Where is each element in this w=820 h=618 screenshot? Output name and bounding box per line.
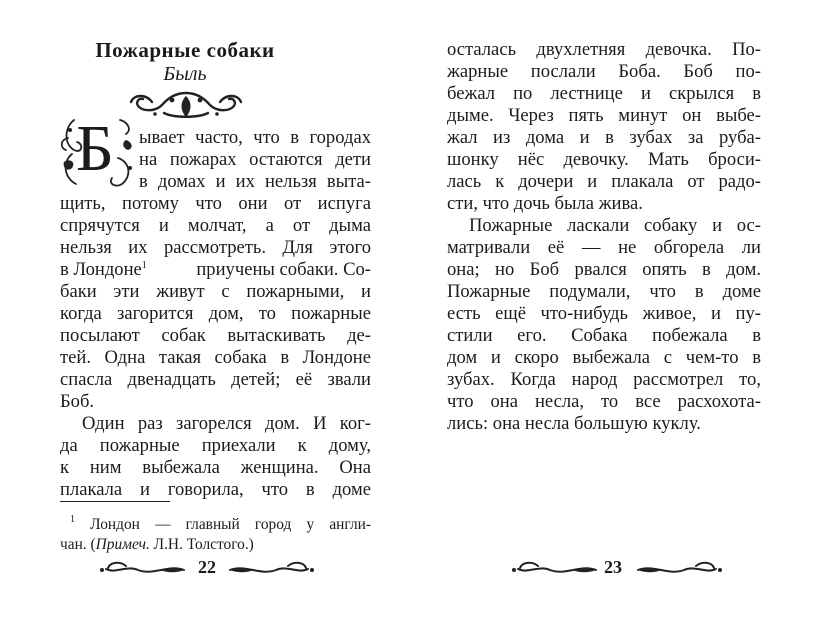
text-line: в домах и их нельзя выта- — [139, 171, 371, 192]
footnote-line: чан. (Примеч. Л.Н. Толстого.) — [60, 536, 254, 553]
text-line: осталась двухлетняя девочка. По- — [447, 39, 761, 60]
footnote-line — [70, 515, 371, 535]
footnote-text: Лондон — главный город у англи- — [90, 516, 371, 533]
story-subtitle: Быль — [163, 63, 207, 85]
page-number-ornament-left-icon — [510, 560, 598, 580]
text-line-rest: приучены собаки. Со- — [196, 259, 371, 280]
text-line-with-footnote — [60, 259, 371, 281]
text-line: она; но Боб рвался опять в дом. — [447, 259, 761, 280]
text-line: что она несла, то все расхохота- — [447, 391, 761, 412]
title-ornament — [128, 90, 244, 120]
footnote-reference: 1 — [141, 260, 147, 271]
text-line: жал из дома и в зубах за руба- — [447, 127, 761, 148]
text-line: плакала и говорила, что в доме — [60, 479, 371, 500]
page-number-ornament-right-icon — [636, 560, 724, 580]
text-line: матривали её — не обгорела ли — [447, 237, 761, 258]
text-line: есть ещё что-нибудь живое, и пу- — [447, 303, 761, 324]
text-line: дыме. Через пять минут он выбе- — [447, 105, 761, 126]
text-line: к ним выбежала женщина. Она — [60, 457, 371, 478]
text-line: да пожарные приехали к дому, — [60, 435, 371, 456]
footnote-note-label: Примеч. — [95, 536, 150, 553]
text-line: лась к дочери и плакала от радо- — [447, 171, 761, 192]
drop-cap-letter: Б — [76, 112, 114, 185]
text-line: стили его. Собака побежала в — [447, 325, 761, 346]
text-line: посылают собак вытаскивать де- — [60, 325, 371, 346]
text-line: спасла двенадцать детей; её звали — [60, 369, 371, 390]
text-line: дом и скоро выбежала с чем-то в — [447, 347, 761, 368]
page-number: 23 — [604, 557, 622, 577]
page-number-ornament-left-icon — [98, 560, 186, 580]
text-line: жарные послали Боба. Боб по- — [447, 61, 761, 82]
text-line: баки эти живут с пожарными, и — [60, 281, 371, 302]
text-line: бежал по лестнице и скрылся в — [447, 83, 761, 104]
page-number: 22 — [198, 557, 216, 577]
text-line: шонку нёс девочку. Мать броси- — [447, 149, 761, 170]
text-line: на пожарах остаются дети — [139, 149, 371, 170]
text-line: щить, потому что они от испуга — [60, 193, 371, 214]
text-line: спрячутся и молчат, а от дыма — [60, 215, 371, 236]
text-line: тей. Одна такая собака в Лондоне — [60, 347, 371, 368]
text-line: Пожарные подумали, что в доме — [447, 281, 761, 302]
footnote-divider — [60, 501, 170, 502]
text-line: лись: она несла большую куклу. — [447, 413, 701, 434]
right-page — [410, 0, 820, 618]
text-line: Один раз загорелся дом. И ког- — [82, 413, 371, 434]
text-line: Боб. — [60, 391, 95, 412]
text-line: ывает часто, что в городах — [139, 127, 371, 148]
text-line: сти, что дочь была жива. — [447, 193, 643, 214]
footnote-marker: 1 — [70, 514, 75, 525]
footnote-anchor-text: в Лондоне — [60, 259, 142, 280]
text-line: зубах. Когда народ рассмотрел то, — [447, 369, 761, 390]
text-line: когда загорится дом, то пожарные — [60, 303, 371, 324]
story-title: Пожарные собаки — [95, 38, 275, 62]
text-line: нельзя их рассмотреть. Для этого — [60, 237, 371, 258]
drop-cap — [60, 112, 136, 188]
page-number-ornament-right-icon — [228, 560, 316, 580]
text-line: Пожарные ласкали собаку и ос- — [469, 215, 761, 236]
